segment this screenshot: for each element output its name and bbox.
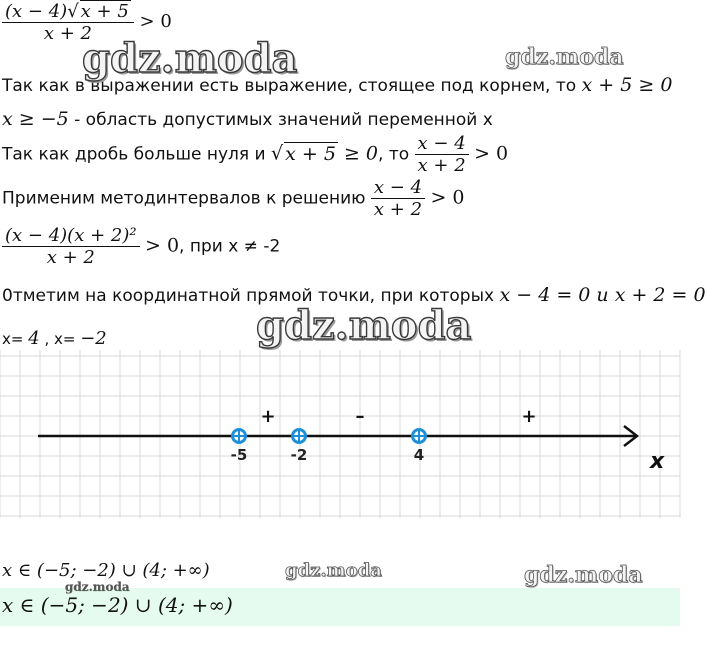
- point-label: -5: [230, 446, 248, 464]
- watermark: gdz.moda: [256, 302, 472, 349]
- interval-sign: +: [521, 406, 537, 427]
- watermark: gdz.moda: [524, 562, 643, 588]
- point-label: -2: [290, 446, 308, 464]
- watermark: gdz.moda: [285, 560, 382, 581]
- interval-sign: +: [260, 406, 276, 427]
- watermark: gdz.moda: [82, 35, 298, 82]
- number-line-svg: [0, 350, 680, 518]
- watermark: gdz.moda: [505, 44, 624, 70]
- interval-sign: –: [355, 406, 365, 427]
- mark-points-line: 0тметим на координатной прямой точки, при которых x − 4 = 0 и x + 2 = 0: [2, 284, 706, 306]
- transformed-inequality: $\frac{\text{(x − 4)(x + 2)²}}{x + 2}$ > 0, при x ≠ -2: [2, 225, 280, 268]
- point-label: 4: [413, 446, 425, 464]
- watermark: gdz.moda: [65, 580, 130, 594]
- axis-label: x: [650, 449, 665, 474]
- answer-line-2: x ∈ (−5; −2) ∪ (4; +∞): [2, 593, 233, 617]
- domain-line: x ≥ −5 - область допустимых значений переменной x: [2, 108, 493, 130]
- fraction-condition-line: Так как дробь больше нуля и √ x + 5 ≥ 0, то $\frac{x - 4}{x + 2}$ > 0: [2, 133, 509, 176]
- number-line-diagram: [0, 350, 680, 518]
- roots-line: x= 4 , x= −2: [2, 328, 107, 349]
- answer-line-1: x ∈ (−5; −2) ∪ (4; +∞): [2, 560, 210, 581]
- task-expression: $\frac{(x - 4)√ x + 5}{x + 2}$ > 0: [2, 0, 172, 44]
- interval-method-line: Применим методинтервалов к решению $\frac{x - 4}{x + 2}$ > 0: [2, 177, 465, 220]
- grid: [0, 350, 680, 518]
- condition-line: Так как в выражении есть выражение, стоящее под корнем, то x + 5 ≥ 0: [2, 74, 673, 96]
